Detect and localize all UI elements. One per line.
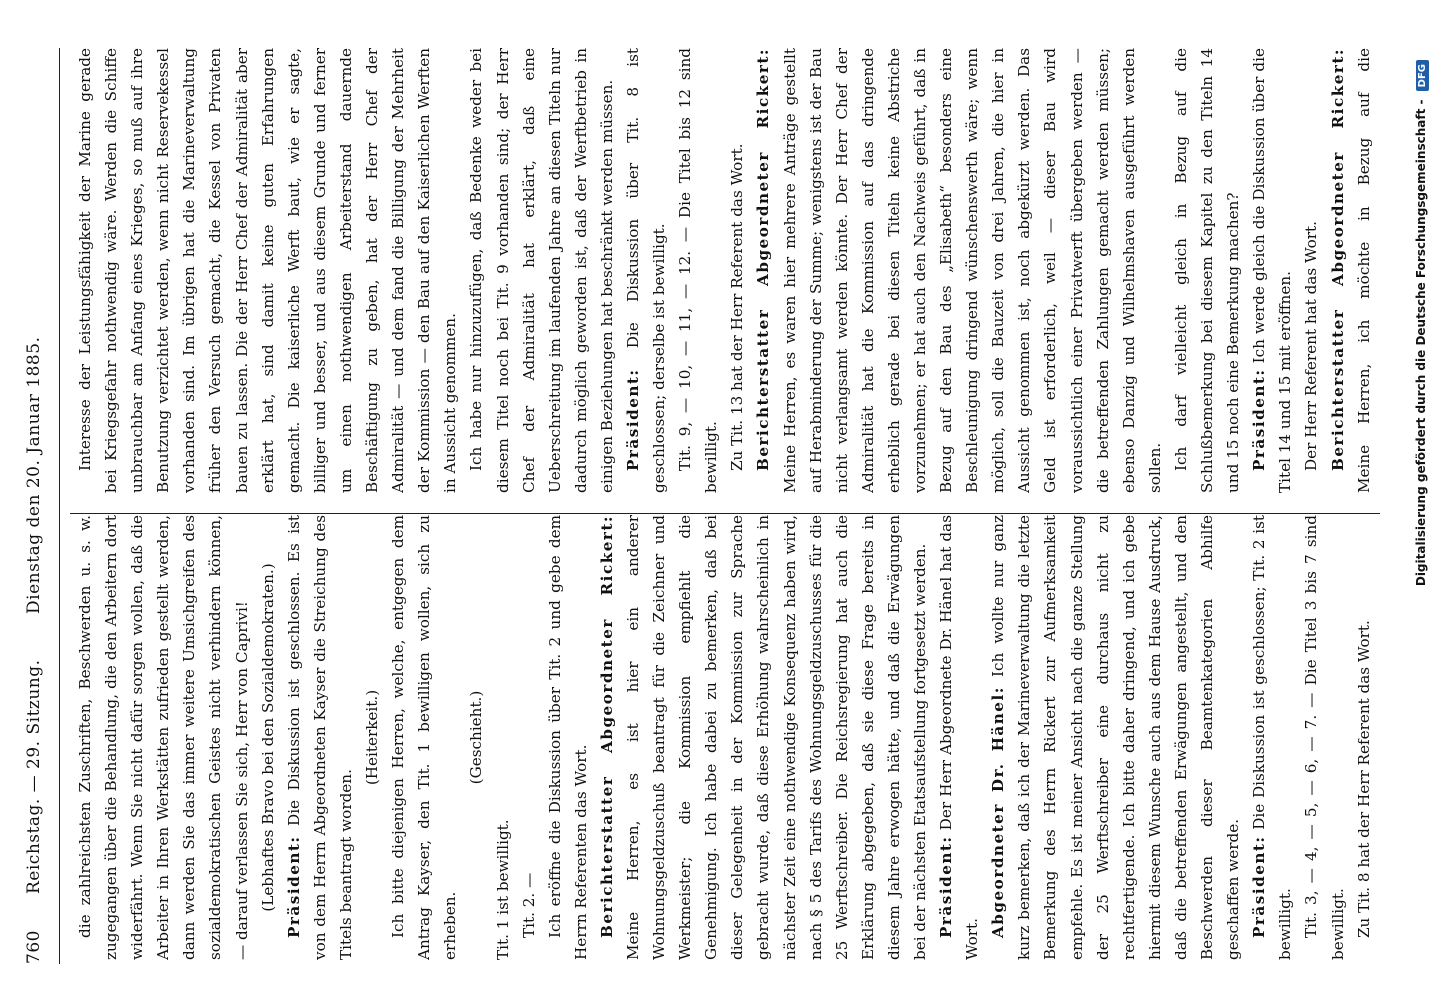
- digitization-note-text: [1414, 60, 1432, 940]
- page-number: 760: [24, 930, 44, 964]
- right-column-paragraph: [1246, 48, 1298, 493]
- speaker-name: Präsident:: [623, 368, 642, 471]
- header-left-title: Reichstag. — 29. Sitzung.: [24, 659, 44, 894]
- header-center-title: Dienstag den 20. Januar 1885.: [24, 336, 44, 614]
- paragraph-text: (Geschieht.): [467, 690, 486, 785]
- paragraph-text: Meine Herren, ich möchte in Bezug auf die: [1354, 48, 1373, 493]
- speaker-name: Berichterstatter Abgeordneter Rickert:: [1328, 48, 1347, 471]
- paragraph-text: Die Diskussion ist geschlossen. Es ist von dem Herrn Abgeordneten Kayser die Streichung des Titels beantragt worden.: [284, 515, 355, 960]
- paragraph-text: Tit. 3, — 4, — 5, — 6, — 7. — Die Titel 3 bis 7 sind bewilligt.: [1302, 515, 1347, 960]
- header-rule: [59, 48, 60, 964]
- right-column-paragraph: [463, 48, 620, 493]
- paragraph-text: (Heiterkeit.): [363, 689, 382, 786]
- column-divider: [70, 513, 1380, 514]
- right-column-paragraph: [1298, 48, 1324, 493]
- digitization-note: [1408, 60, 1430, 940]
- digitization-note-label: Digitalisierung gefördert durch die Deutsche Forschungsgemeinschaft -: [1414, 99, 1428, 587]
- page-header: [18, 48, 60, 964]
- paragraph-text: Der Herr Referent hat das Wort.: [1302, 221, 1321, 471]
- right-column-paragraph: [724, 48, 750, 493]
- left-column-paragraph: [516, 515, 542, 960]
- right-column-paragraph: [750, 48, 1168, 493]
- paragraph-text: Die Diskussion über Tit. 8 ist geschlossen; derselbe ist bewilligt.: [623, 48, 669, 493]
- paragraph-text: Der Herr Abgeordnete Dr. Hänel hat das Wort.: [937, 515, 982, 960]
- left-column-paragraph: [359, 515, 385, 960]
- right-column-paragraph: [620, 48, 672, 493]
- paragraph-text: Meine Herren, es ist hier ein anderer Wohnungsgeldzuschuß beantragt für die Zeichner und Werkmeister; die Kommission empfiehlt die Genehmigung. Ich habe dabei zu bemerken, daß bei dieser Gelegenheit in der Kommission zur Sprache gebracht wurde, daß diese Erhöhung wahrscheinlich in nächster Zeit eine nothwendige Konsequenz haben wird, nach § 5 des Tarifs des Wohnungsgeldzuschusses für die 25 Werftschreiber. Die Reichsregierung hat auch die Erklärung abgegeben, daß sie diese Frage bereits in diesem Jahre erwogen hätte, und daß die Erwägungen bei der nächsten Etatsaufstellung fortgesetzt werden.: [623, 515, 929, 960]
- paragraph-text: Ich werde gleich die Diskussion über die Titel 14 und 15 mit eröffnen.: [1250, 48, 1295, 493]
- paragraph-text: Tit. 2. —: [519, 872, 538, 938]
- left-column-paragraph: [1298, 515, 1350, 960]
- speaker-name: Berichterstatter Abgeordneter Rickert:: [597, 515, 616, 938]
- left-column-paragraph: [985, 515, 1246, 960]
- speaker-name: Abgeordneter Dr. Hänel:: [989, 686, 1008, 938]
- left-column-paragraph: [72, 515, 255, 960]
- paragraph-text: Meine Herren, es waren hier mehrere Anträge gestellt auf Herabminderung der Summe; wenigstens ist der Bau nicht verlangsamt werden könnte. Der Herr Chef der Admiralität hat die Kommission auf das dringende erheblich gerade bei diesen Titeln keine Abstriche vorzunehmen; er hat auch den Nachweis geführt, daß in Bezug auf den Bau des „Elisabeth“ besonders eine Beschleunigung dringend wünschenswerth wäre; wenn möglich, soll die Bauzeit von drei Jahren, die hier in Aussicht genommen ist, noch abgekürzt werden. Das Geld ist erforderlich, weil — dieser Bau wird voraussichtlich einer Privatwerft übergeben werden — die betreffenden Zahlungen gemacht werden müssen; ebenso Danzig und Wilhelmshaven ausgeführt werden sollen.: [780, 48, 1164, 493]
- paragraph-text: Zu Tit. 13 hat der Herr Referent das Wort.: [728, 143, 747, 471]
- left-column-paragraph: [1351, 515, 1377, 960]
- paragraph-text: Ich habe nur hinzuzufügen, daß Bedenke weder bei diesem Titel noch bei Tit. 9 vorhanden sind; der Herr Chef der Admiralität hat erklärt, daß eine Ueberschreitung im laufenden Jahre an diesen Titeln nur dadurch möglich geworden ist, daß der Werftbetrieb in einigen Beziehungen hat beschränkt werden müssen.: [467, 48, 616, 493]
- paragraph-text: Ich eröffne die Diskussion über Tit. 2 und gebe dem Herrn Referenten das Wort.: [545, 515, 590, 960]
- left-column-paragraph: [281, 515, 359, 960]
- left-column-paragraph: [490, 515, 516, 960]
- paragraph-text: Ich darf vielleicht gleich in Bezug auf die Schlußbemerkung bei diesem Kapitel zu den Titeln 14 und 15 noch eine Bemerkung machen?: [1171, 48, 1243, 493]
- paragraph-text: Ich wollte nur ganz kurz bemerken, daß ich der Marineverwaltung die letzte Bemerkung des Herrn Rickert zur Aufmerksamkeit empfehle. Es ist meiner Ansicht nach die ganze Stellung der 25 Werftschreiber eine durchaus nicht zu rechtfertigende. Ich bitte daher dringend, und ich gebe hiermit diesem Wunsche auch aus dem Hause Ausdruck, daß die betreffenden Erwägungen angestellt, und den Beschwerden dieser Beamtenkategorien Abhilfe geschaffen werde.: [989, 515, 1243, 960]
- right-column-paragraph: [72, 48, 463, 493]
- paragraph-text: die zahlreichsten Zuschriften, Beschwerden u. s. w. zugegangen über die Behandlung, die den Arbeitern dort widerfährt. Wenn Sie nicht dafür sorgen wollen, daß die Arbeiter in Ihren Werkstätten zufrieden gestellt werden, dann werden Sie das immer weitere Umsichgreifen des sozialdemokratischen Geistes nicht verhindern können, — darauf verlassen Sie sich, Herr von Caprivi!: [76, 515, 251, 960]
- speaker-name: Berichterstatter Abgeordneter Rickert:: [754, 48, 773, 471]
- left-column-paragraph: [933, 515, 985, 960]
- paragraph-text: Interesse der Leistungsfähigkeit der Marine gerade bei Kriegsgefahr nothwendig wäre. Werden die Schiffe unbrauchbar am Anfang eines Krieges, so muß auf ihre Benutzung verzichtet werden, wenn nicht Reservekessel vorhanden sind. Im übrigen hat die Marineverwaltung früher den Versuch gemacht, die Kessel von Privaten bauen zu lassen. Die der Herr Chef der Admiralität aber erklärt hat, sind damit keine guten Erfahrungen gemacht. Die kaiserliche Werft baut, wie er sagte, billiger und besser, und aus diesem Grunde und ferner um einen nothwendigen Arbeiterstand dauernde Beschäftigung zu geben, hat der Herr Chef der Admiralität — und dem fand die Billigung der Mehrheit der Kommission — den Bau auf den Kaiserlichen Werften in Aussicht genommen.: [76, 48, 460, 493]
- right-column-paragraph: [1325, 48, 1378, 493]
- paragraph-text: Tit. 1 ist bewilligt.: [493, 819, 512, 960]
- speaker-name: Präsident:: [1250, 835, 1269, 938]
- paragraph-text: Ich bitte diejenigen Herren, welche, entgegen dem Antrag Kayser, den Tit. 1 bewilligen wollen, sich zu erheben.: [389, 515, 460, 960]
- left-column-paragraph: [255, 515, 281, 960]
- paragraph-text: Die Diskussion ist geschlossen; Tit. 2 ist bewilligt.: [1250, 515, 1295, 960]
- left-column-paragraph: [463, 515, 489, 960]
- left-column-paragraph: [542, 515, 594, 960]
- speaker-name: Präsident:: [937, 835, 956, 938]
- left-column: [72, 515, 1377, 960]
- right-column-paragraph: [1168, 48, 1246, 493]
- paragraph-text: (Lebhaftes Bravo bei den Sozialdemokraten.): [258, 563, 277, 912]
- left-column-paragraph: [594, 515, 933, 960]
- left-column-paragraph: [1246, 515, 1298, 960]
- left-column-paragraph: [385, 515, 463, 960]
- right-column-paragraph: [672, 48, 724, 493]
- speaker-name: Präsident:: [1250, 368, 1269, 471]
- right-column: [72, 48, 1377, 493]
- paragraph-text: Zu Tit. 8 hat der Herr Referent das Wort.: [1354, 620, 1373, 938]
- dfg-logo: DFG: [1416, 60, 1429, 91]
- speaker-name: Präsident:: [284, 835, 303, 938]
- paragraph-text: Tit. 9, — 10, — 11, — 12. — Die Titel bis 12 sind bewilligt.: [676, 48, 721, 493]
